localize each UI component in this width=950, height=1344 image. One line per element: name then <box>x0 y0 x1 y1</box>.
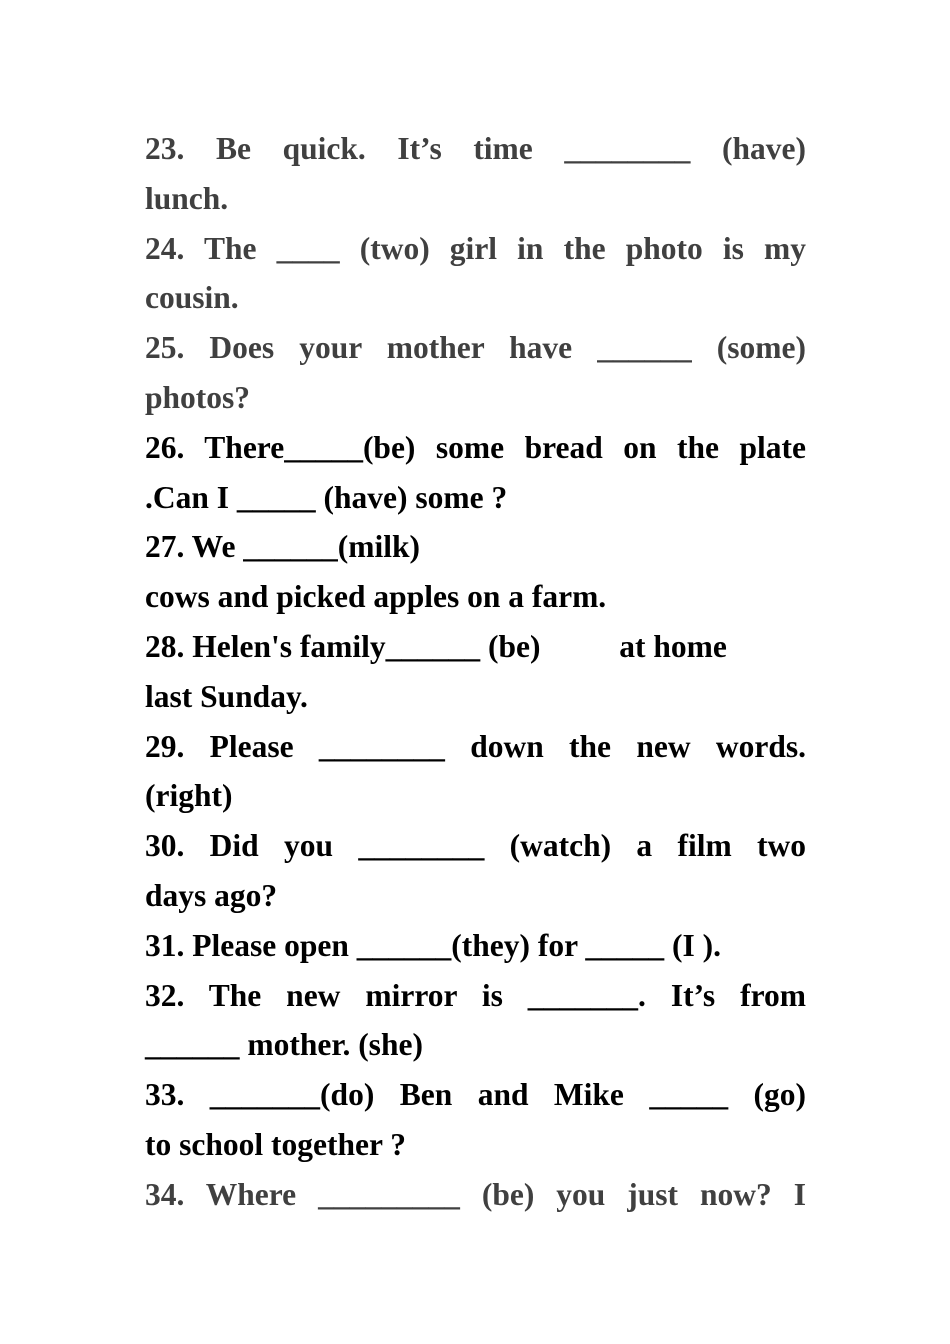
line-1: 23. Be quick. It’s time ________ (have) <box>145 131 806 166</box>
line-11: 28. Helen's family______ (be) at home <box>145 628 727 664</box>
line-14: (right) <box>145 778 233 814</box>
line-22: 34. Where _________ (be) you just now? I <box>145 1176 806 1212</box>
line-21: to school together ? <box>145 1126 406 1162</box>
line-13: 29. Please ________ down the new words. <box>145 728 806 764</box>
line-20: 33. _______(do) Ben and Mike _____ (go) <box>145 1077 806 1113</box>
line-17: 31. Please open ______(they) for _____ (I ). <box>145 927 721 963</box>
line-9: 27. We ______(milk) <box>145 529 421 565</box>
line-4: cousin. <box>145 280 239 316</box>
line-5: 25. Does your mother have ______ (some) <box>145 330 806 366</box>
line-7: 26. There_____(be) some bread on the plate <box>145 429 806 465</box>
line-2: lunch. <box>145 180 229 216</box>
exercise-document <box>145 124 806 1220</box>
line-10: cows and picked apples on a farm. <box>145 579 607 615</box>
line-19: ______ mother. (she) <box>145 1027 423 1063</box>
line-8: .Can I _____ (have) some ? <box>145 479 508 515</box>
line-3: 24. The ____ (two) girl in the photo is my <box>145 230 806 266</box>
line-18: 32. The new mirror is _______. It’s from <box>145 977 806 1013</box>
line-6: photos? <box>145 379 251 415</box>
line-12: last Sunday. <box>145 678 308 714</box>
line-15: 30. Did you ________ (watch) a film two <box>145 828 806 864</box>
line-16: days ago? <box>145 877 278 913</box>
